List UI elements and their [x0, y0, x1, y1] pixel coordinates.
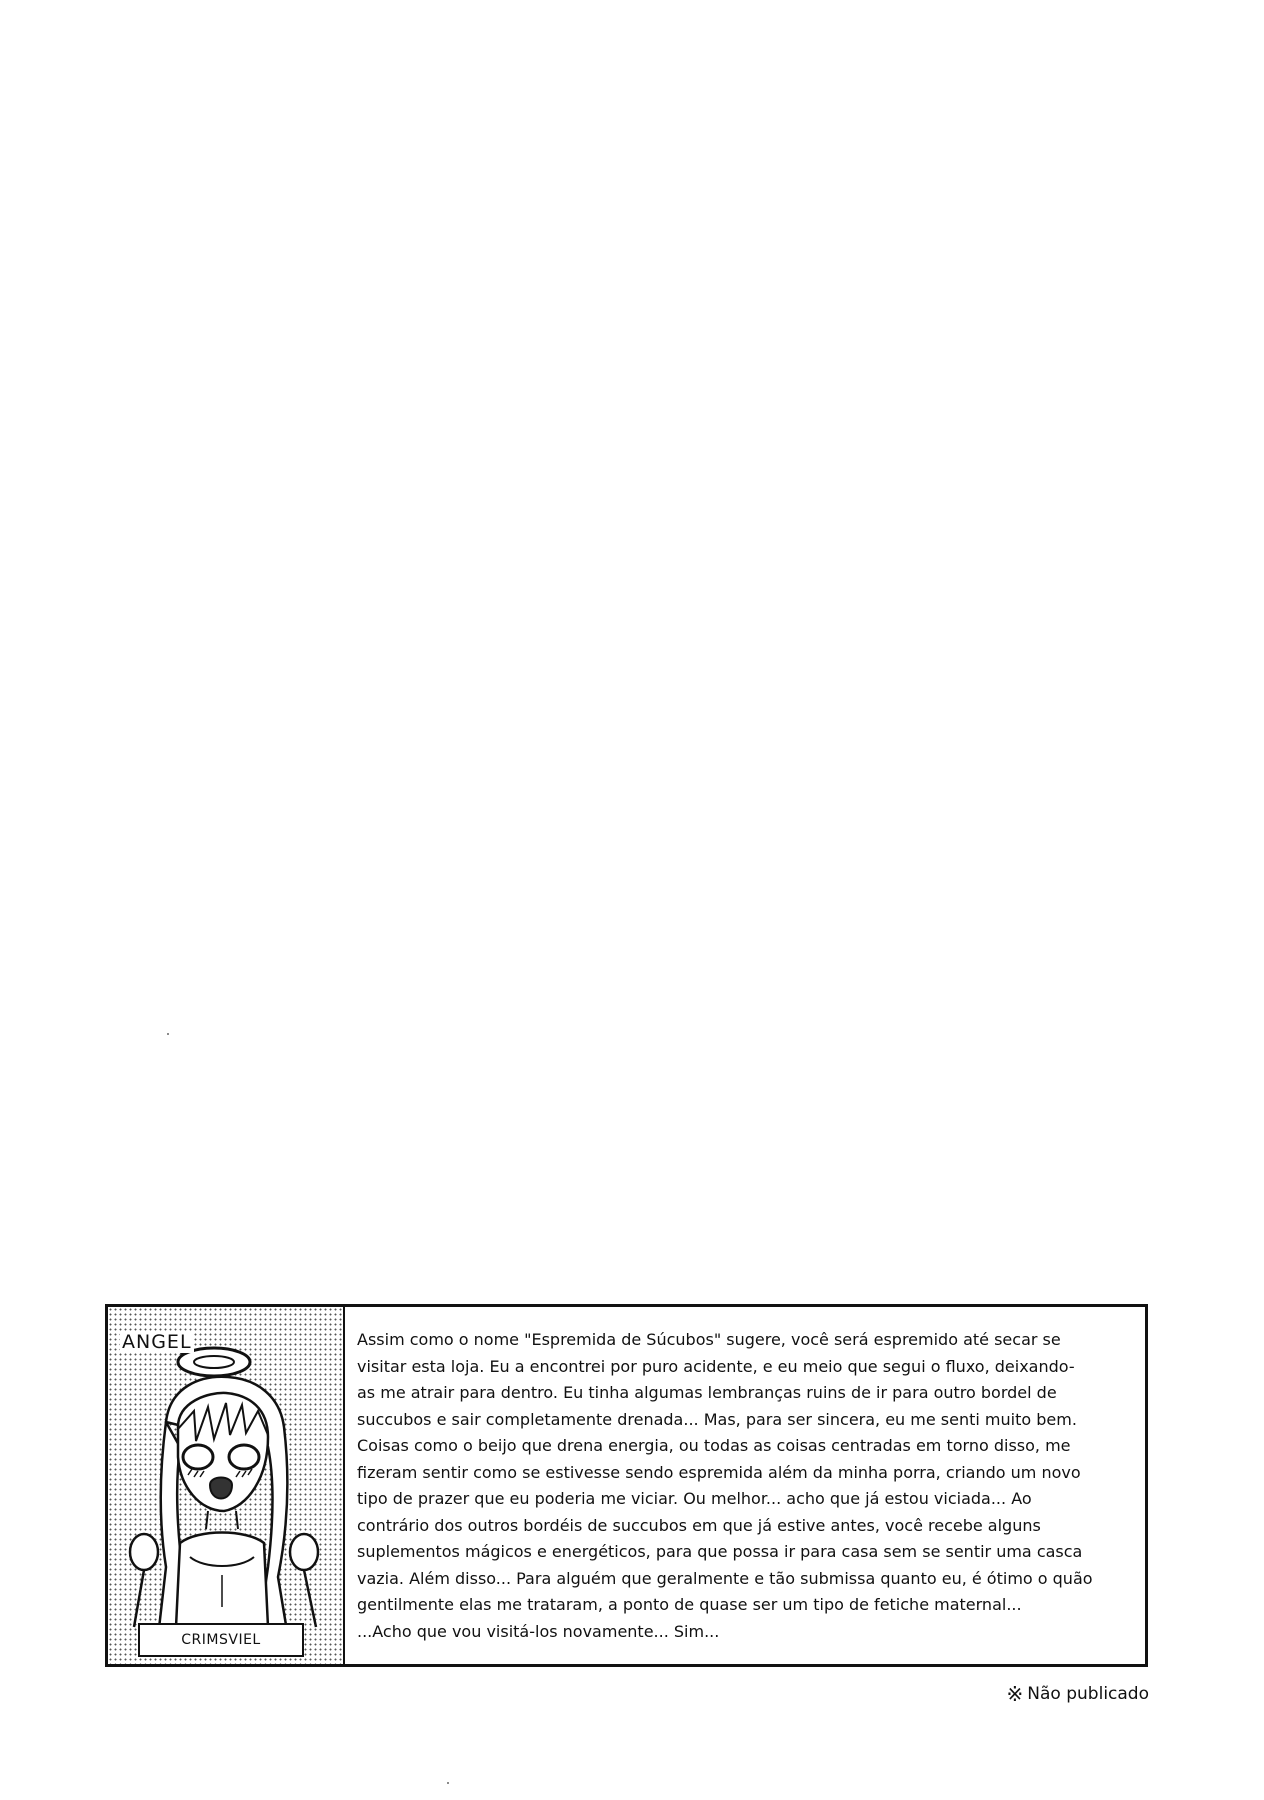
review-text: Assim como o nome "Espremida de Súcubos" sugere, você será espremido até secar se visitar esta loja. Eu a encontrei por puro acidente, e eu meio que segui o fluxo, deixando- as me atrair para dentro. Eu tinha algumas lembranças ruins de ir para outro bordel de succubos e sair completamente drenada... Mas, para ser sincera, eu me senti muito bem. Coisas como o beijo que drena energia, ou todas as coisas centradas em torno disso, me fizeram sentir como se estivesse sendo espremida além da minha porra, criando um novo tipo de prazer que eu poderia me viciar. Ou melhor... acho que já estou viciada... Ao contrário dos outros bordéis de succubos em que já estive antes, você recebe alguns suplementos mágicos e energéticos, para que possa ir para casa sem se sentir uma casca vazia. Além disso... Para alguém que geralmente e tão submissa quanto eu, é ótimo o quão gentilmente elas me trataram, a ponto de quase ser um tipo de fetiche maternal... ...Acho que vou visitá-los novamente... Sim... [357, 1330, 1093, 1641]
angel-portrait-illustration [108, 1307, 345, 1664]
footnote-text: Não publicado [1027, 1684, 1149, 1704]
scan-speck [447, 1782, 449, 1784]
footnote [1007, 1682, 1149, 1706]
reference-mark-icon: ※ [1006, 1682, 1024, 1706]
reviewer-name-plate: CRIMSVIEL [138, 1623, 304, 1657]
reviewer-portrait-panel [108, 1307, 345, 1664]
reviewer-tag: ANGEL [122, 1331, 192, 1353]
scan-speck [167, 1033, 169, 1035]
review-box [105, 1304, 1148, 1667]
